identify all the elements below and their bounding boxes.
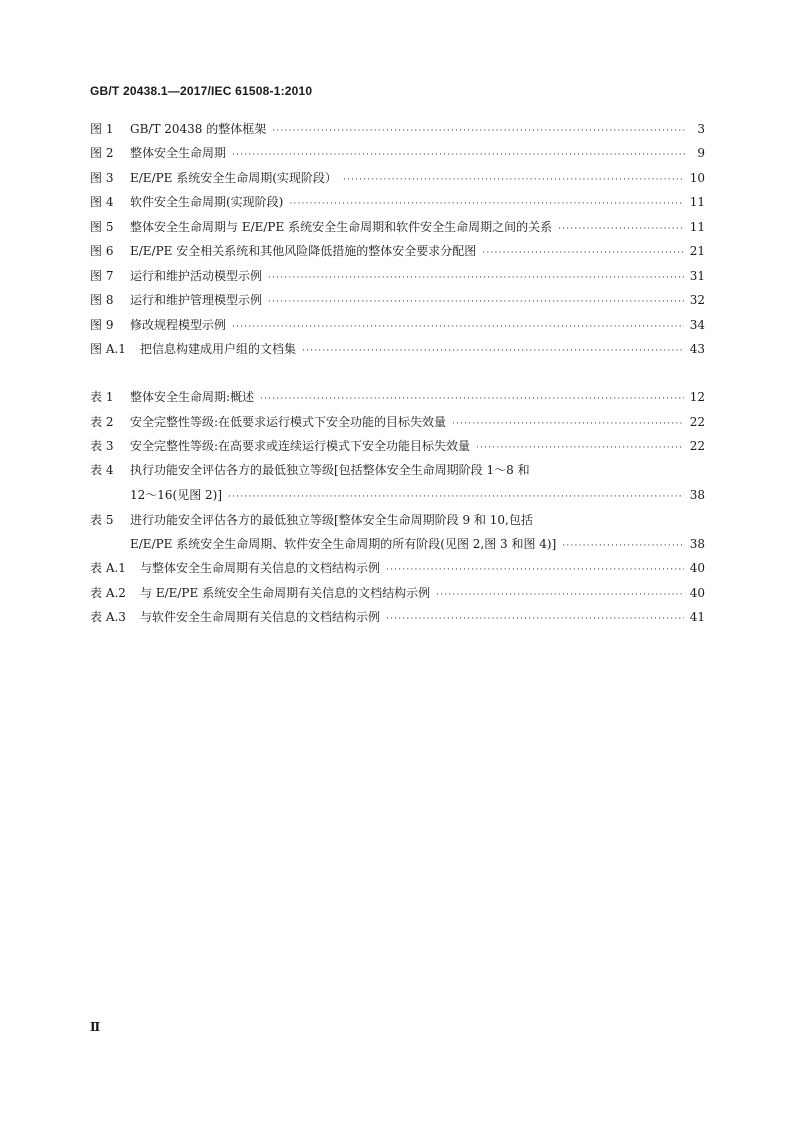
entry-page: 3 xyxy=(697,122,705,136)
entry-page: 40 xyxy=(689,561,705,575)
entry-title: E/E/PE 安全相关系统和其他风险降低措施的整体安全要求分配图 xyxy=(130,244,477,258)
entry-page: 22 xyxy=(689,439,705,453)
entry-title: 修改规程模型示例 xyxy=(130,318,227,332)
entry-number: 图 2 xyxy=(90,146,114,160)
toc-entry-table-a2[interactable] xyxy=(90,583,705,603)
dot-leader xyxy=(562,536,683,556)
entry-number: 图 9 xyxy=(90,318,114,332)
dot-leader xyxy=(436,585,684,605)
toc-entry-figure-a1[interactable] xyxy=(90,339,705,359)
entry-number: 表 A.3 xyxy=(90,610,126,624)
toc-entry-table-4[interactable] xyxy=(90,460,705,480)
dot-leader xyxy=(482,243,683,263)
dot-leader xyxy=(386,560,684,580)
entry-number: 表 A.2 xyxy=(90,586,126,600)
toc-entry-table-a1[interactable] xyxy=(90,558,705,578)
entry-page: 40 xyxy=(689,586,705,600)
entry-page: 11 xyxy=(689,195,705,209)
toc-entry-figure-3[interactable] xyxy=(90,168,705,188)
toc-entry-figure-4[interactable] xyxy=(90,192,705,212)
entry-page: 43 xyxy=(689,342,705,356)
entry-title-continued: E/E/PE 系统安全生命周期、软件安全生命周期的所有阶段(见图 2,图 3 和图 4)] xyxy=(130,537,557,551)
entry-page: 41 xyxy=(689,610,705,624)
toc-entry-figure-7[interactable] xyxy=(90,266,705,286)
entry-page: 21 xyxy=(689,244,705,258)
entry-number: 图 4 xyxy=(90,195,114,209)
entry-title: 软件安全生命周期(实现阶段) xyxy=(130,195,284,209)
entry-number: 表 2 xyxy=(90,415,114,429)
entry-number: 图 1 xyxy=(90,122,114,136)
dot-leader xyxy=(452,414,684,434)
dot-leader xyxy=(343,170,684,190)
dot-leader xyxy=(260,389,684,409)
dot-leader xyxy=(268,268,684,288)
toc-entry-table-5[interactable] xyxy=(90,510,705,530)
toc-entry-figure-5[interactable] xyxy=(90,217,705,237)
dot-leader xyxy=(232,317,684,337)
entry-number: 图 8 xyxy=(90,293,114,307)
entry-title: 与软件安全生命周期有关信息的文档结构示例 xyxy=(140,610,381,624)
dot-leader xyxy=(289,194,683,214)
entry-title: 整体安全生命周期 xyxy=(130,146,227,160)
dot-leader xyxy=(386,609,684,629)
entry-number: 表 3 xyxy=(90,439,114,453)
entry-title: GB/T 20438 的整体框架 xyxy=(130,122,267,136)
entry-page: 31 xyxy=(689,269,705,283)
entry-page: 12 xyxy=(689,390,705,404)
entry-title: 运行和维护管理模型示例 xyxy=(130,293,263,307)
entry-page: 11 xyxy=(689,220,705,234)
entry-page: 38 xyxy=(689,537,705,551)
dot-leader xyxy=(272,121,687,141)
entry-title: 进行功能安全评估各方的最低独立等级[整体安全生命周期阶段 9 和 10,包括 xyxy=(130,513,533,527)
entry-number: 图 6 xyxy=(90,244,114,258)
toc-entry-figure-1[interactable] xyxy=(90,119,705,139)
entry-number: 图 5 xyxy=(90,220,114,234)
toc-entry-figure-9[interactable] xyxy=(90,315,705,335)
entry-page: 9 xyxy=(697,146,705,160)
document-header: GB/T 20438.1—2017/IEC 61508-1:2010 xyxy=(90,84,313,98)
entry-title: 运行和维护活动模型示例 xyxy=(130,269,263,283)
entry-title: 与整体安全生命周期有关信息的文档结构示例 xyxy=(140,561,381,575)
entry-title: E/E/PE 系统安全生命周期(实现阶段） xyxy=(130,171,337,185)
entry-number: 图 3 xyxy=(90,171,114,185)
page-number: Ⅱ xyxy=(90,1020,101,1034)
dot-leader xyxy=(228,487,684,507)
entry-page: 32 xyxy=(689,293,705,307)
toc-entry-figure-2[interactable] xyxy=(90,143,705,163)
entry-title: 执行功能安全评估各方的最低独立等级[包括整体安全生命周期阶段 1～8 和 xyxy=(130,463,530,477)
entry-page: 38 xyxy=(689,488,705,502)
toc-entry-table-a3[interactable] xyxy=(90,607,705,627)
dot-leader xyxy=(268,292,684,312)
entry-number: 图 A.1 xyxy=(90,342,126,356)
entry-page: 10 xyxy=(689,171,705,185)
entry-title: 整体安全生命周期与 E/E/PE 系统安全生命周期和软件安全生命周期之间的关系 xyxy=(130,220,553,234)
toc-entry-figure-8[interactable] xyxy=(90,290,705,310)
dot-leader xyxy=(302,341,684,361)
toc-entry-table-1[interactable] xyxy=(90,387,705,407)
entry-title: 与 E/E/PE 系统安全生命周期有关信息的文档结构示例 xyxy=(140,586,431,600)
toc-entry-table-4-continued[interactable] xyxy=(90,485,705,505)
entry-title: 安全完整性等级:在高要求或连续运行模式下安全功能目标失效量 xyxy=(130,439,471,453)
dot-leader xyxy=(558,219,684,239)
entry-title: 安全完整性等级:在低要求运行模式下安全功能的目标失效量 xyxy=(130,415,447,429)
toc-entry-table-3[interactable] xyxy=(90,436,705,456)
toc-entry-table-2[interactable] xyxy=(90,412,705,432)
toc-entry-figure-6[interactable] xyxy=(90,241,705,261)
entry-number: 表 5 xyxy=(90,513,114,527)
dot-leader xyxy=(232,145,687,165)
entry-number: 表 A.1 xyxy=(90,561,126,575)
entry-title: 整体安全生命周期:概述 xyxy=(130,390,255,404)
entry-title-continued: 12～16(见图 2)] xyxy=(130,488,223,502)
entry-number: 表 4 xyxy=(90,463,114,477)
entry-number: 表 1 xyxy=(90,390,114,404)
toc-entry-table-5-continued[interactable] xyxy=(90,534,705,554)
entry-page: 34 xyxy=(689,318,705,332)
entry-number: 图 7 xyxy=(90,269,114,283)
dot-leader xyxy=(476,438,684,458)
entry-title: 把信息构建成用户组的文档集 xyxy=(140,342,297,356)
entry-page: 22 xyxy=(689,415,705,429)
list-of-figures-and-tables xyxy=(90,0,705,1123)
